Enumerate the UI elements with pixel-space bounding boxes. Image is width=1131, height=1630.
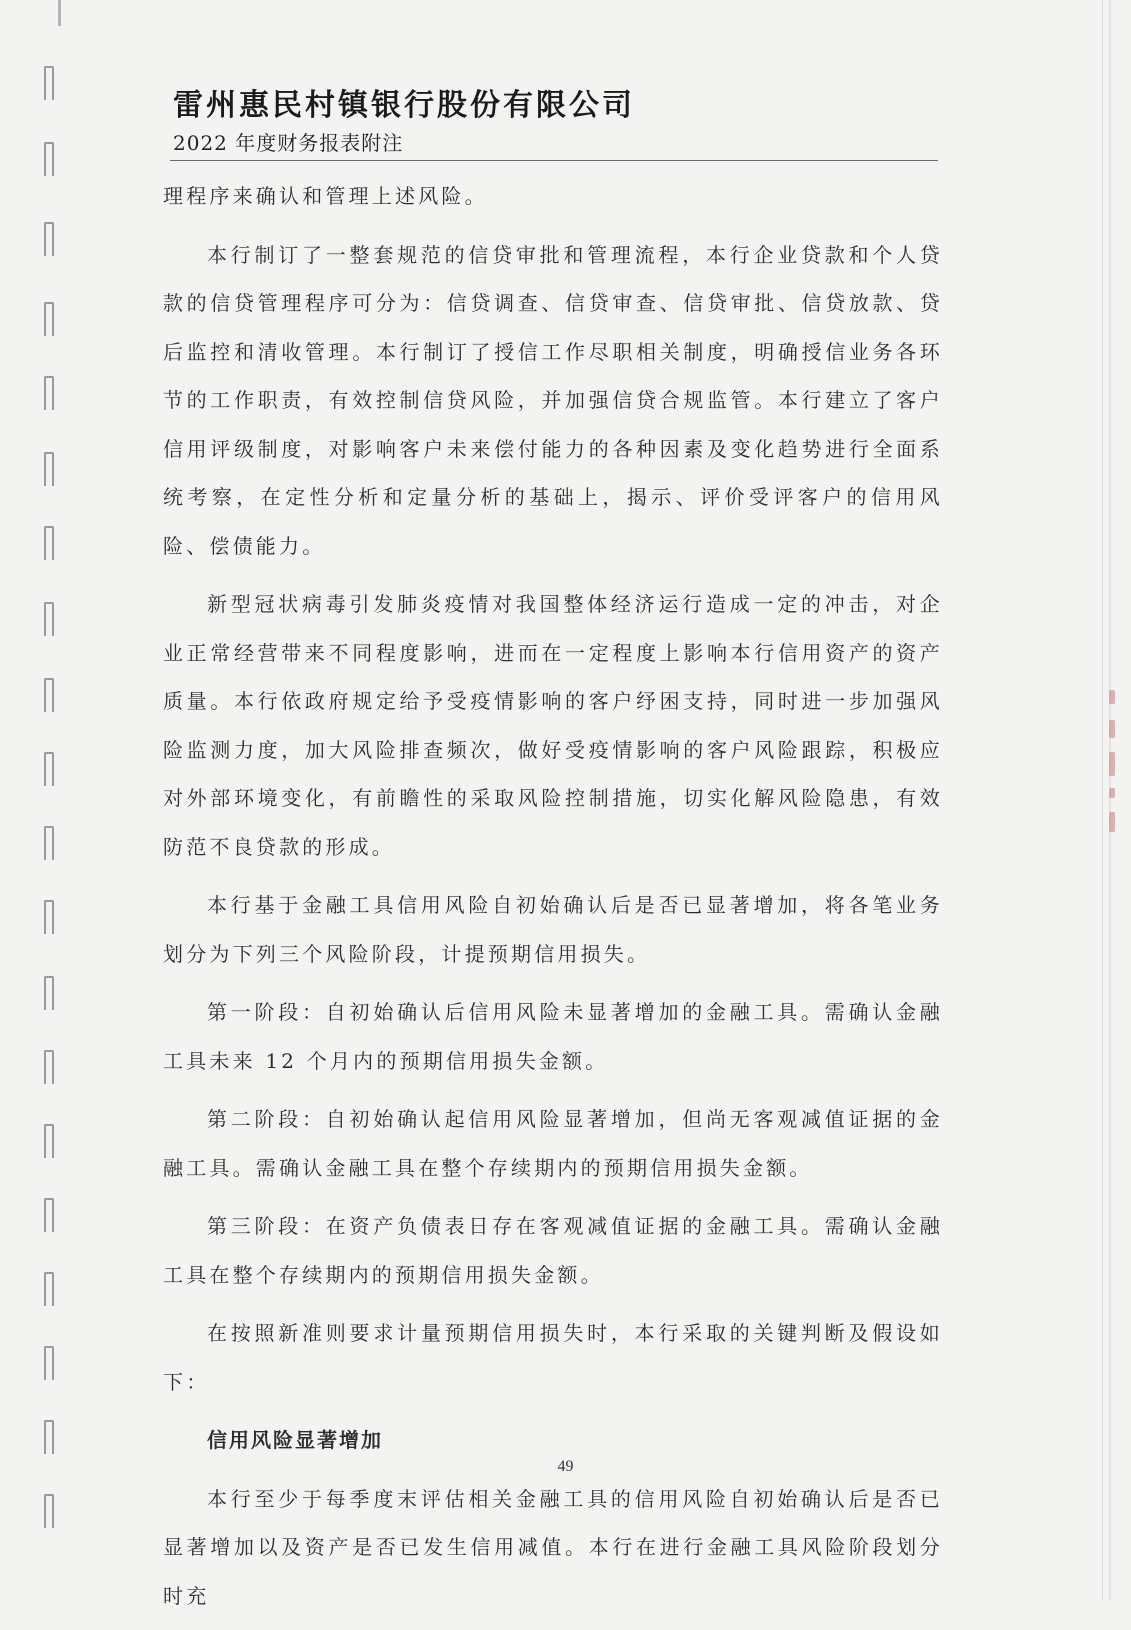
binding-hole bbox=[44, 526, 54, 560]
company-name: 雷州惠民村镇银行股份有限公司 bbox=[173, 88, 635, 123]
section-heading: 信用风险显著增加 bbox=[207, 1428, 383, 1452]
paragraph: 本行至少于每季度末评估相关金融工具的信用风险自初始确认后是否已显著增加以及资产是否已发生信用减值。本行在进行金融工具风险阶段划分时充 bbox=[163, 1486, 943, 1608]
paragraph: 第三阶段：在资产负债表日存在客观减值证据的金融工具。需确认金融工具在整个存续期内的预期信用损失金额。 bbox=[163, 1214, 943, 1287]
seal-stamp-bleed bbox=[1109, 690, 1117, 840]
binding-hole bbox=[44, 66, 54, 100]
binding-hole bbox=[44, 752, 54, 786]
header-divider bbox=[170, 160, 938, 161]
paragraph: 理程序来确认和管理上述风险。 bbox=[163, 184, 488, 208]
binding-hole bbox=[44, 1272, 54, 1306]
binding-hole bbox=[44, 1124, 54, 1158]
page-edge-line bbox=[1102, 0, 1103, 1600]
paragraph: 本行制订了一整套规范的信贷审批和管理流程，本行企业贷款和个人贷款的信贷管理程序可分为：信贷调查、信贷审查、信贷审批、信贷放款、贷后监控和清收管理。本行制订了授信工作尽职相关制度，明确授信业务各环节的工作职责，有效控制信贷风险，并加强信贷合规监管。本行建立了客户信用评级制度，对影响客户未来偿付能力的各种因素及变化趋势进行全面系统考察，在定性分析和定量分析的基础上，揭示、评价受评客户的信用风险、偿债能力。 bbox=[163, 242, 943, 558]
binding-hole bbox=[44, 976, 54, 1010]
document-header bbox=[173, 86, 635, 158]
binding-hole bbox=[44, 678, 54, 712]
binding-hole bbox=[44, 1198, 54, 1232]
binding-hole bbox=[44, 222, 54, 256]
paragraph: 第二阶段：自初始确认起信用风险显著增加，但尚无客观减值证据的金融工具。需确认金融工具在整个存续期内的预期信用损失金额。 bbox=[163, 1107, 943, 1180]
binding-hole bbox=[44, 900, 54, 934]
binding-hole bbox=[44, 602, 54, 636]
binding-hole bbox=[44, 826, 54, 860]
binding-hole bbox=[44, 376, 54, 410]
binding-hole bbox=[44, 1346, 54, 1380]
binding-hole bbox=[44, 1050, 54, 1084]
binding-hole bbox=[44, 142, 54, 176]
paragraph: 第一阶段：自初始确认后信用风险未显著增加的金融工具。需确认金融工具未来 12 个月内的预期信用损失金额。 bbox=[163, 1000, 943, 1073]
binding-hole bbox=[44, 1494, 54, 1528]
document-body bbox=[163, 172, 943, 1630]
paragraph: 新型冠状病毒引发肺炎疫情对我国整体经济运行造成一定的冲击，对企业正常经营带来不同程度影响，进而在一定程度上影响本行信用资产的资产质量。本行依政府规定给予受疫情影响的客户纾困支持，同时进一步加强风险监测力度，加大风险排查频次，做好受疫情影响的客户风险跟踪，积极应对外部环境变化，有前瞻性的采取风险控制措施，切实化解风险隐患，有效防范不良贷款的形成。 bbox=[163, 592, 943, 859]
binding-hole bbox=[44, 1420, 54, 1454]
page-number: 49 bbox=[557, 1458, 574, 1475]
report-subtitle: 2022 年度财务报表附注 bbox=[173, 131, 404, 155]
paragraph: 本行基于金融工具信用风险自初始确认后是否已显著增加，将各笔业务划分为下列三个风险阶段，计提预期信用损失。 bbox=[163, 893, 943, 966]
paragraph: 在按照新准则要求计量预期信用损失时，本行采取的关键判断及假设如下： bbox=[163, 1321, 943, 1394]
binding-margin bbox=[0, 0, 70, 1600]
binding-hole bbox=[44, 452, 54, 486]
binding-hole bbox=[44, 302, 54, 336]
binding-top-tick bbox=[58, 0, 61, 26]
